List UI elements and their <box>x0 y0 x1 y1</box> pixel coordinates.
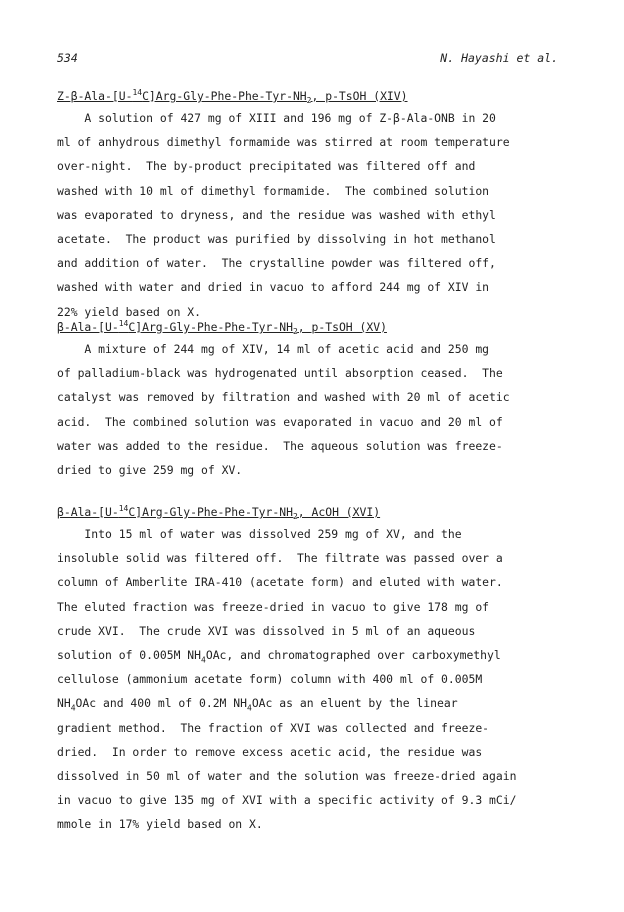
section-heading-xvi: $\beta-Ala-[U-^{14}C]Arg-Gly-Phe-Phe-Tyr-NH_2$, AcOH (XVI) <box>57 504 381 522</box>
text-line: $NH_4OAc$ and 400 ml of 0.2M $NH_4OAc$ as an eluent by the linear <box>57 696 458 713</box>
text-line: crude XVI. The crude XVI was dissolved in 5 ml of an aqueous <box>57 623 476 638</box>
page-number: 534 <box>57 51 78 65</box>
paragraph-xiv <box>57 106 577 324</box>
text-line: A mixture of 244 mg of XIV, 14 ml of acetic acid and 250 mg <box>57 342 490 356</box>
text-line: solution of 0.005M $NH_4OAc$, and chromatographed over carboxymethyl <box>57 647 501 665</box>
text-line: of palladium-black was hydrogenated until absorption ceased. The <box>57 366 503 381</box>
paragraph-xvi <box>57 522 577 836</box>
text-line: Into 15 ml of water was dissolved 259 mg of XV, and the <box>57 527 462 541</box>
text-line: insoluble solid was filtered off. The filtrate was passed over a <box>57 551 503 566</box>
text-line: over-night. The by-product precipitated was filtered off and <box>57 159 476 174</box>
text-line: column of Amberlite IRA-410 (acetate form) and eluted with water. <box>57 575 503 590</box>
text-line: acetate. The product was purified by dissolving in hot methanol <box>57 231 496 246</box>
text-line: The eluted fraction was freeze-dried in vacuo to give 178 mg of <box>57 599 490 614</box>
text-line: water was added to the residue. The aqueous solution was freeze- <box>57 438 503 453</box>
text-line: mmole in 17% yield based on X. <box>57 817 263 832</box>
text-line: dried to give 259 mg of XV. <box>57 462 243 477</box>
text-line: catalyst was removed by filtration and washed with 20 ml of acetic <box>57 390 510 405</box>
text-line: in vacuo to give 135 mg of XVI with a specific activity of 9.3 mCi/ <box>57 793 517 808</box>
text-line: dissolved in 50 ml of water and the solution was freeze-dried again <box>57 768 517 783</box>
running-head: N. Hayashi et al. <box>440 51 558 65</box>
text-line: washed with 10 ml of dimethyl formamide. The combined solution <box>57 183 490 198</box>
text-line: A solution of 427 mg of XIII and 196 mg of Z-β-Ala-ONB in 20 <box>57 111 496 125</box>
section-heading-xiv: $Z-\beta-Ala-[U-^{14}C]Arg-Gly-Phe-Phe-Tyr-NH_2$, p-TsOH (XIV) <box>57 88 408 106</box>
text-line: 22% yield based on X. <box>57 304 202 319</box>
text-line: ml of anhydrous dimethyl formamide was stirred at room temperature <box>57 135 510 150</box>
paragraph-xv <box>57 337 577 482</box>
text-line: gradient method. The fraction of XVI was collected and freeze- <box>57 720 490 735</box>
text-line: acid. The combined solution was evaporated in vacuo and 20 ml of <box>57 414 503 429</box>
text-line: dried. In order to remove excess acetic acid, the residue was <box>57 744 483 759</box>
section-heading-xv: $\beta-Ala-[U-^{14}C]Arg-Gly-Phe-Phe-Tyr-NH_2$, p-TsOH (XV) <box>57 319 387 337</box>
text-line: washed with water and dried in vacuo to afford 244 mg of XIV in <box>57 280 490 295</box>
text-line: and addition of water. The crystalline powder was filtered off, <box>57 256 496 271</box>
text-line: cellulose (ammonium acetate form) column with 400 ml of 0.005M <box>57 672 483 687</box>
text-line: was evaporated to dryness, and the residue was washed with ethyl <box>57 207 496 222</box>
